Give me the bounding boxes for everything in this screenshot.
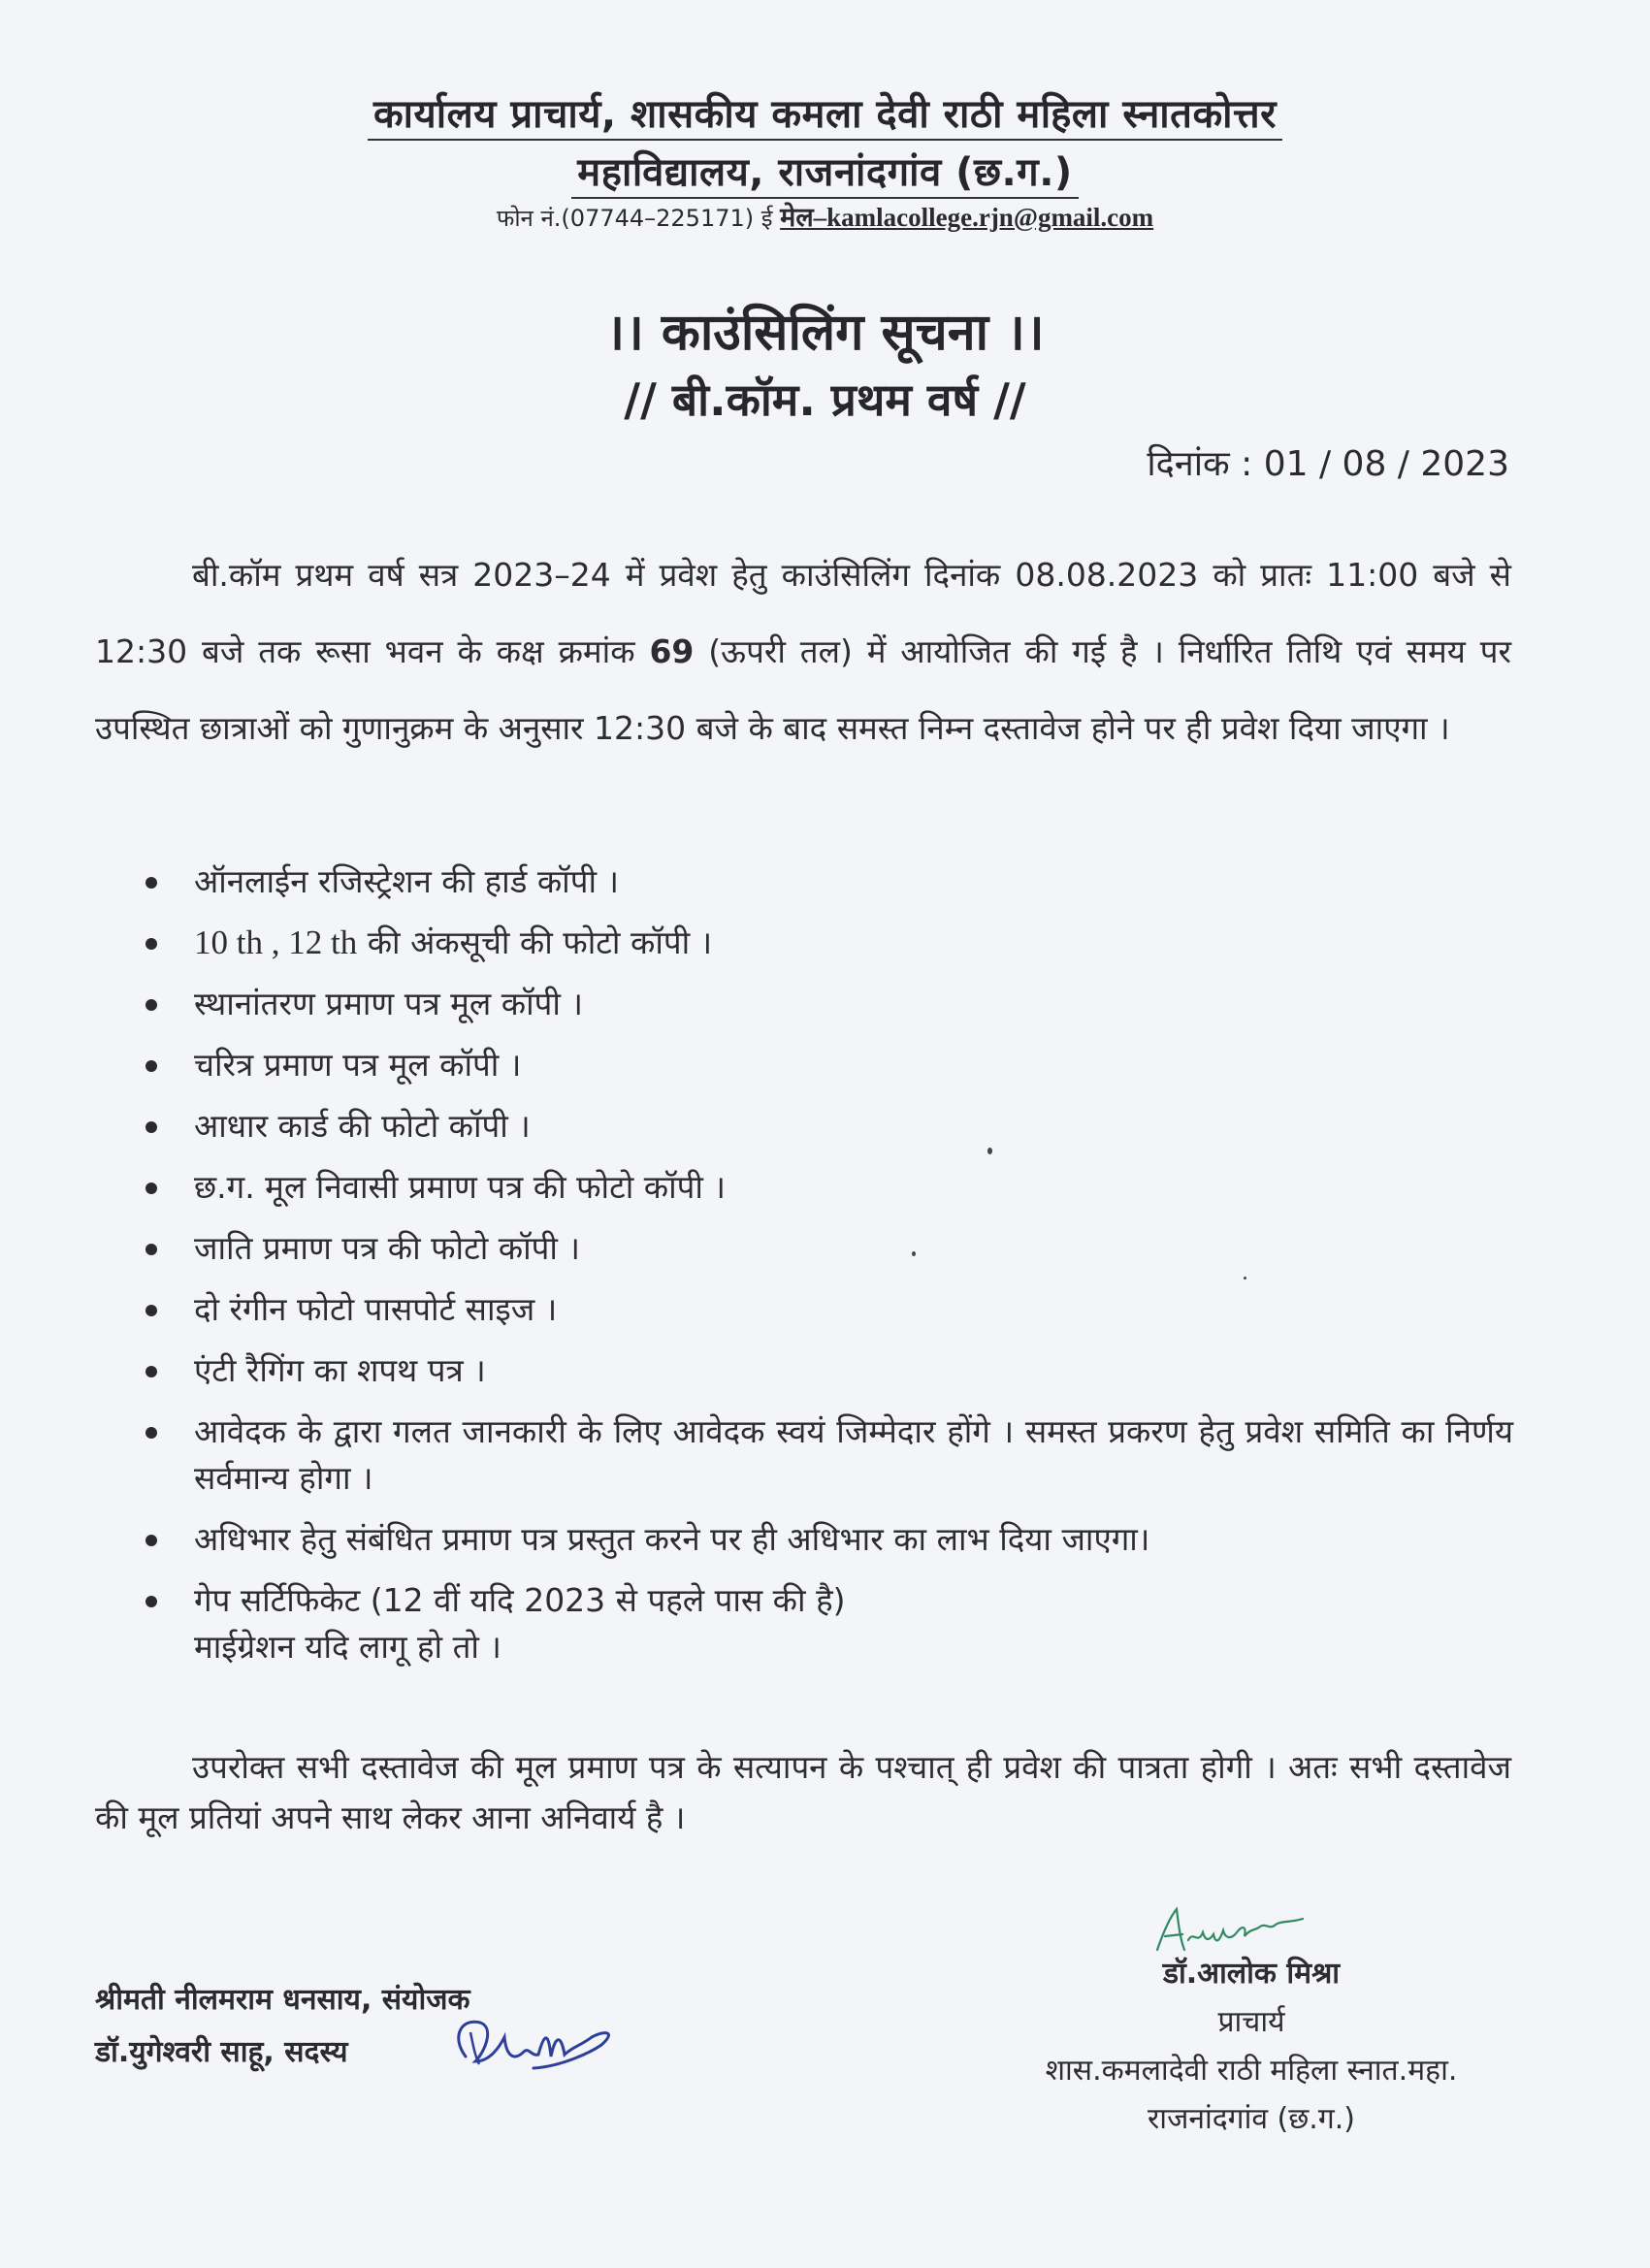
committee-signatories xyxy=(95,1974,470,2079)
intro-paragraph: बी.कॉम प्रथम वर्ष सत्र 2023–24 में प्रवेश हेतु काउंसिलिंग दिनांक 08.08.2023 को प्रातः 11:00 बजे से 12:30 बजे तक रूसा भवन के कक्ष क्रमांक 69 (ऊपरी तल) में आयोजित की गई है । निर्धारित तिथि एवं समय पर उपस्थित छात्राओं को गुणानुक्रम के अनुसार 12:30 बजे के बाद समस्त निम्न दस्तावेज होने पर ही प्रवेश दिया जाएगा । xyxy=(95,556,1511,747)
principal-name: डॉ.आलोक मिश्रा xyxy=(1162,1957,1341,1991)
list-item: स्थानांतरण प्रमाण पत्र मूल कॉपी । xyxy=(146,981,1513,1027)
office-header-line2: महाविद्यालय, राजनांदगांव (छ.ग.) xyxy=(0,144,1650,197)
contact-line xyxy=(0,198,1650,234)
member-name: डॉ.युगेश्वरी साहू, सदस्य xyxy=(95,2035,348,2069)
list-item: गेप सर्टिफिकेट (12 वीं यदि 2023 से पहले पास की है) माईग्रेशन यदि लागू हो तो । xyxy=(146,1577,1513,1670)
list-item: छ.ग. मूल निवासी प्रमाण पत्र की फोटो कॉपी । xyxy=(146,1164,1513,1211)
list-item: 10 th , 12 th की अंकसूची की फोटो कॉपी । xyxy=(146,920,1513,966)
institution-place: राजनांदगांव (छ.ग.) xyxy=(1148,2102,1355,2136)
scan-speck xyxy=(1244,1277,1246,1280)
list-item: एंटी रैगिंग का शपथ पत्र । xyxy=(146,1347,1513,1394)
room-number: 69 xyxy=(649,632,695,670)
scan-speck xyxy=(912,1251,916,1256)
notice-date: दिनांक : 01 / 08 / 2023 xyxy=(1147,444,1509,484)
principal-designation: प्राचार्य xyxy=(1217,2005,1285,2039)
institution-name: शास.कमलादेवी राठी महिला स्नात.महा. xyxy=(1045,2054,1458,2088)
list-item: दो रंगीन फोटो पासपोर्ट साइज । xyxy=(146,1286,1513,1333)
principal-signature-block xyxy=(960,1950,1542,2144)
list-item: ऑनलाईन रजिस्ट्रेशन की हार्ड कॉपी । xyxy=(146,859,1513,905)
closing-paragraph: उपरोक्त सभी दस्तावेज की मूल प्रमाण पत्र के सत्यापन के पश्चात् ही प्रवेश की पात्रता होगी । अतः सभी दस्तावेज की मूल प्रतियां अपने साथ लेकर आना अनिवार्य है । xyxy=(95,1748,1511,1836)
list-item: आधार कार्ड की फोटो कॉपी । xyxy=(146,1103,1513,1150)
documents-list xyxy=(146,859,1513,1685)
list-item: चरित्र प्रमाण पत्र मूल कॉपी । xyxy=(146,1042,1513,1088)
list-item: जाति प्रमाण पत्र की फोटो कॉपी । xyxy=(146,1225,1513,1272)
notice-title: ।। काउंसिलिंग सूचना ।। xyxy=(605,304,1045,362)
phone-number: फोन नं.(07744–225171) ई xyxy=(496,205,781,232)
list-item: अधिभार हेतु संबंधित प्रमाण पत्र प्रस्तुत करने पर ही अधिभार का लाभ दिया जाएगा। xyxy=(146,1516,1513,1563)
office-header-line1: कार्यालय प्राचार्य, शासकीय कमला देवी राठी महिला स्नातकोत्तर xyxy=(0,85,1650,139)
convener-name: श्रीमती नीलमराम धनसाय, संयोजक xyxy=(95,1983,470,2017)
list-item: आवेदक के द्वारा गलत जानकारी के लिए आवेदक स्वयं जिम्मेदार होंगे । समस्त प्रकरण हेतु प्रवेश समिति का निर्णय सर्वमान्य होगा । xyxy=(146,1409,1513,1502)
scan-speck xyxy=(987,1148,992,1154)
email-address: मेल–kamlacollege.rjn@gmail.com xyxy=(780,203,1154,232)
member-signature-icon xyxy=(446,2008,660,2086)
notice-subtitle: // बी.कॉम. प्रथम वर्ष // xyxy=(624,373,1026,426)
